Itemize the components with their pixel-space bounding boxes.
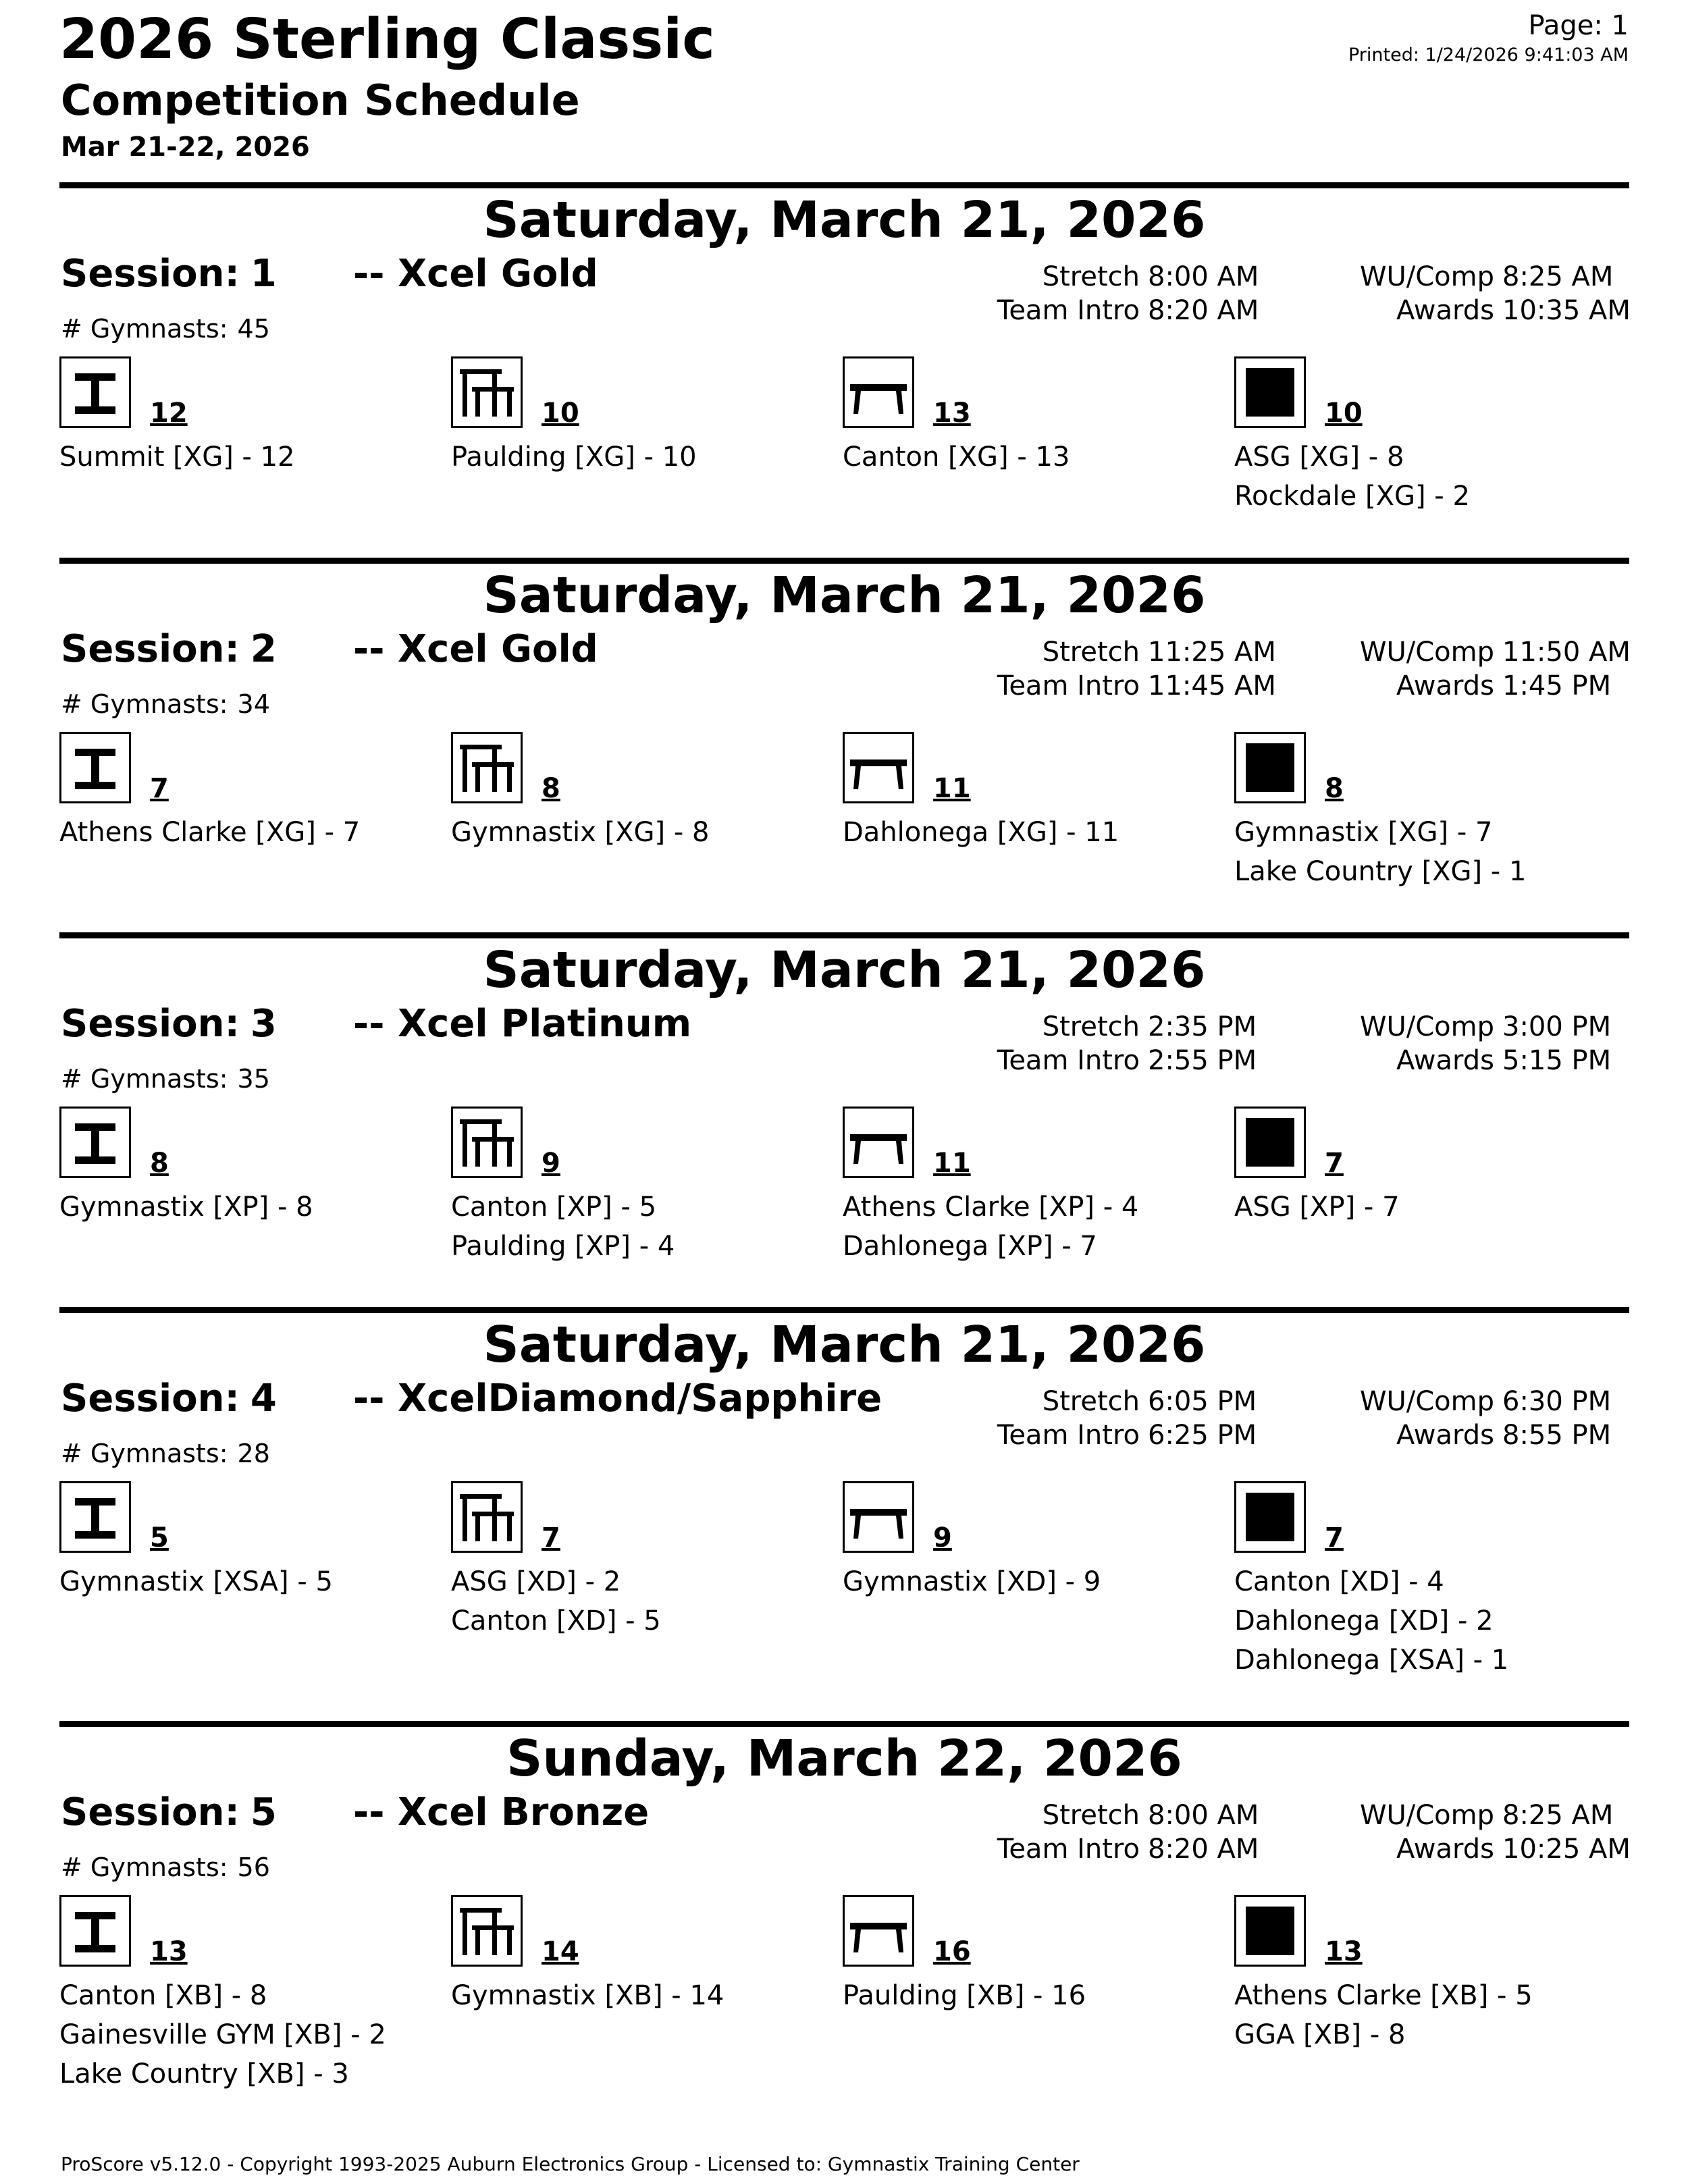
team-intro-time: 6:25 PM (1148, 1420, 1257, 1451)
section-divider (59, 182, 1629, 188)
awards-label: Awards (1396, 295, 1494, 326)
team-list (451, 1562, 661, 1641)
uneven-bars-icon (451, 356, 523, 428)
event-count: 13 (933, 398, 971, 429)
balance-beam-icon (843, 1895, 914, 1967)
session-block (59, 1721, 1631, 2089)
team-intro-label: Team Intro (997, 670, 1140, 701)
team-entry: Athens Clarke [XB] - 5 (1234, 1980, 1533, 2011)
stretch-label: Stretch (1042, 637, 1140, 668)
event-count: 7 (542, 1522, 560, 1553)
session-block (59, 182, 1629, 547)
session-day-heading: Saturday, March 21, 2026 (483, 191, 1206, 249)
team-entry: Dahlonega [XD] - 2 (1234, 1605, 1494, 1636)
gymnast-count (61, 1855, 270, 1880)
awards-time: 8:55 PM (1502, 1420, 1612, 1451)
vault-icon (59, 1895, 131, 1967)
team-entry: Paulding [XG] - 10 (451, 442, 697, 473)
uneven-bars-icon (451, 1107, 523, 1178)
team-entry: Gainesville GYM [XB] - 2 (59, 2019, 386, 2050)
session-day-heading: Saturday, March 21, 2026 (483, 941, 1206, 999)
team-intro-label: Team Intro (997, 1045, 1140, 1076)
event-count: 11 (933, 773, 971, 804)
team-list (843, 1562, 1101, 1601)
team-intro-time: 11:45 AM (1148, 670, 1276, 701)
event-count: 11 (933, 1148, 971, 1179)
team-entry: Lake Country [XB] - 3 (59, 2058, 349, 2089)
team-entry: Gymnastix [XG] - 8 (451, 817, 710, 848)
gymnast-count-label: # Gymnasts: (61, 1439, 228, 1468)
event-count: 7 (150, 773, 169, 804)
page-number: Page: 1 (1528, 10, 1629, 41)
team-entry: Gymnastix [XSA] - 5 (59, 1566, 333, 1597)
team-entry: Gymnastix [XP] - 8 (59, 1192, 313, 1223)
stretch-time: 8:00 AM (1148, 261, 1259, 292)
stretch-time: 11:25 AM (1148, 637, 1276, 668)
session-day-heading: Sunday, March 22, 2026 (506, 1730, 1182, 1788)
section-divider (59, 1307, 1629, 1313)
team-entry: Gymnastix [XG] - 7 (1234, 817, 1493, 848)
session-level: -- Xcel Bronze (353, 1790, 650, 1834)
session-number: 5 (250, 1790, 277, 1834)
team-list (1234, 813, 1526, 891)
team-entry: Paulding [XP] - 4 (451, 1231, 675, 1262)
team-entry: ASG [XD] - 2 (451, 1566, 621, 1597)
team-list (59, 1976, 386, 2094)
vault-icon (59, 1481, 131, 1553)
team-list (451, 813, 709, 852)
vault-icon (59, 1107, 131, 1178)
wu-comp-time: 11:50 AM (1502, 637, 1631, 668)
section-divider (59, 932, 1629, 938)
wu-comp-time: 8:25 AM (1502, 1800, 1614, 1831)
session-label-text: Session: (61, 627, 240, 671)
session-label (61, 627, 277, 671)
footer-copyright: ProScore v5.12.0 - Copyright 1993-2025 Auburn Electronics Group - Licensed to: Gymnastix Training Center (61, 2153, 1080, 2175)
team-entry: Canton [XD] - 4 (1234, 1566, 1444, 1597)
wu-comp-time: 8:25 AM (1502, 261, 1614, 292)
team-list (1234, 1976, 1533, 2054)
gymnast-count-value: 45 (237, 314, 270, 344)
team-entry: Dahlonega [XG] - 11 (843, 817, 1119, 848)
session-label-text: Session: (61, 1790, 240, 1834)
section-divider (59, 1721, 1629, 1727)
team-list (59, 1188, 313, 1227)
team-list (843, 1976, 1086, 2015)
team-entry: Canton [XP] - 5 (451, 1192, 657, 1223)
session-label-text: Session: (61, 1377, 240, 1420)
team-entry: Gymnastix [XD] - 9 (843, 1566, 1101, 1597)
awards-label: Awards (1396, 1834, 1494, 1865)
stretch-label: Stretch (1042, 1011, 1140, 1042)
gymnast-count (61, 316, 270, 342)
uneven-bars-icon (451, 732, 523, 803)
awards-time: 10:35 AM (1502, 295, 1631, 326)
session-label (61, 252, 277, 296)
wu-comp-label: WU/Comp (1359, 261, 1494, 292)
team-list (1234, 1188, 1400, 1227)
awards-label: Awards (1396, 1045, 1494, 1076)
team-entry: Gymnastix [XB] - 14 (451, 1980, 724, 2011)
team-intro-time: 8:20 AM (1148, 1834, 1259, 1865)
meet-dates: Mar 21-22, 2026 (61, 132, 310, 163)
session-label-text: Session: (61, 252, 240, 296)
event-count: 16 (933, 1936, 971, 1967)
team-list (843, 1188, 1138, 1266)
schedule-subtitle: Competition Schedule (61, 76, 580, 125)
team-entry: Canton [XG] - 13 (843, 442, 1070, 473)
gymnast-count (61, 1066, 270, 1092)
balance-beam-icon (843, 1107, 914, 1178)
team-intro-label: Team Intro (997, 1834, 1140, 1865)
awards-time: 5:15 PM (1502, 1045, 1612, 1076)
session-number: 4 (250, 1377, 277, 1420)
floor-icon (1234, 1481, 1306, 1553)
team-list (59, 813, 360, 852)
session-level: -- Xcel Gold (353, 627, 598, 671)
session-number: 3 (250, 1002, 277, 1046)
team-list (59, 1562, 333, 1601)
team-entry: Dahlonega [XP] - 7 (843, 1231, 1097, 1262)
session-number: 1 (250, 252, 277, 296)
team-list (451, 1976, 724, 2015)
session-day-heading: Saturday, March 21, 2026 (483, 566, 1206, 624)
team-list (451, 437, 697, 477)
team-intro-time: 8:20 AM (1148, 295, 1259, 326)
wu-comp-time: 6:30 PM (1502, 1386, 1612, 1417)
gymnast-count (61, 691, 270, 717)
awards-label: Awards (1396, 1420, 1494, 1451)
team-entry: GGA [XB] - 8 (1234, 2019, 1406, 2050)
stretch-time: 2:35 PM (1148, 1011, 1257, 1042)
session-level: -- Xcel Gold (353, 252, 598, 296)
team-entry: ASG [XP] - 7 (1234, 1192, 1400, 1223)
event-count: 5 (150, 1522, 169, 1553)
team-entry: Canton [XD] - 5 (451, 1605, 661, 1636)
section-divider (59, 558, 1629, 564)
event-count: 14 (542, 1936, 579, 1967)
team-entry: Athens Clarke [XP] - 4 (843, 1192, 1139, 1223)
gymnast-count-value: 35 (237, 1064, 270, 1094)
stretch-label: Stretch (1042, 261, 1140, 292)
awards-time: 10:25 AM (1502, 1834, 1631, 1865)
session-block (59, 932, 1629, 1297)
uneven-bars-icon (451, 1481, 523, 1553)
vault-icon (59, 732, 131, 803)
event-count: 13 (1325, 1936, 1363, 1967)
team-intro-label: Team Intro (997, 295, 1140, 326)
team-intro-time: 2:55 PM (1148, 1045, 1257, 1076)
printed-timestamp: Printed: 1/24/2026 9:41:03 AM (1348, 45, 1629, 65)
team-entry: Rockdale [XG] - 2 (1234, 481, 1470, 512)
floor-icon (1234, 1895, 1306, 1967)
gymnast-count-label: # Gymnasts: (61, 314, 228, 344)
event-count: 9 (542, 1148, 560, 1179)
wu-comp-label: WU/Comp (1359, 637, 1494, 668)
awards-time: 1:45 PM (1502, 670, 1612, 701)
gymnast-count-value: 28 (237, 1439, 270, 1468)
team-list (843, 437, 1070, 477)
event-count: 10 (542, 398, 579, 429)
floor-icon (1234, 356, 1306, 428)
session-label (61, 1377, 277, 1420)
session-label-text: Session: (61, 1002, 240, 1046)
balance-beam-icon (843, 356, 914, 428)
wu-comp-time: 3:00 PM (1502, 1011, 1612, 1042)
session-label (61, 1790, 277, 1834)
event-count: 7 (1325, 1522, 1344, 1553)
event-count: 12 (150, 398, 188, 429)
team-entry: ASG [XG] - 8 (1234, 442, 1404, 473)
balance-beam-icon (843, 732, 914, 803)
team-list (451, 1188, 675, 1266)
team-list (59, 437, 295, 477)
stretch-label: Stretch (1042, 1386, 1140, 1417)
session-number: 2 (250, 627, 277, 671)
team-entry: Athens Clarke [XG] - 7 (59, 817, 361, 848)
stretch-time: 6:05 PM (1148, 1386, 1257, 1417)
session-level: -- Xcel Platinum (353, 1002, 692, 1046)
balance-beam-icon (843, 1481, 914, 1553)
stretch-label: Stretch (1042, 1800, 1140, 1831)
wu-comp-label: WU/Comp (1359, 1011, 1494, 1042)
team-intro-label: Team Intro (997, 1420, 1140, 1451)
wu-comp-label: WU/Comp (1359, 1800, 1494, 1831)
vault-icon (59, 356, 131, 428)
event-count: 9 (933, 1522, 952, 1553)
event-count: 7 (1325, 1148, 1344, 1179)
event-count: 8 (542, 773, 560, 804)
session-block (59, 1307, 1629, 1676)
team-entry: Dahlonega [XSA] - 1 (1234, 1645, 1509, 1676)
meet-title: 2026 Sterling Classic (59, 7, 715, 72)
team-list (843, 813, 1119, 852)
team-entry: Summit [XG] - 12 (59, 442, 295, 473)
gymnast-count-label: # Gymnasts: (61, 1064, 228, 1094)
team-list (1234, 437, 1470, 516)
awards-label: Awards (1396, 670, 1494, 701)
gymnast-count (61, 1441, 270, 1466)
team-entry: Canton [XB] - 8 (59, 1980, 267, 2011)
event-count: 10 (1325, 398, 1363, 429)
gymnast-count-label: # Gymnasts: (61, 1853, 228, 1882)
event-count: 13 (150, 1936, 188, 1967)
event-count: 8 (150, 1148, 169, 1179)
session-label (61, 1002, 277, 1046)
session-day-heading: Saturday, March 21, 2026 (483, 1316, 1206, 1374)
floor-icon (1234, 732, 1306, 803)
stretch-time: 8:00 AM (1148, 1800, 1259, 1831)
gymnast-count-value: 34 (237, 689, 270, 719)
floor-icon (1234, 1107, 1306, 1178)
wu-comp-label: WU/Comp (1359, 1386, 1494, 1417)
session-level: -- XcelDiamond/Sapphire (353, 1377, 882, 1420)
team-list (1234, 1562, 1508, 1680)
event-count: 8 (1325, 773, 1344, 804)
team-entry: Paulding [XB] - 16 (843, 1980, 1086, 2011)
gymnast-count-label: # Gymnasts: (61, 689, 228, 719)
gymnast-count-value: 56 (237, 1853, 270, 1882)
session-block (59, 558, 1629, 922)
uneven-bars-icon (451, 1895, 523, 1967)
team-entry: Lake Country [XG] - 1 (1234, 856, 1527, 887)
